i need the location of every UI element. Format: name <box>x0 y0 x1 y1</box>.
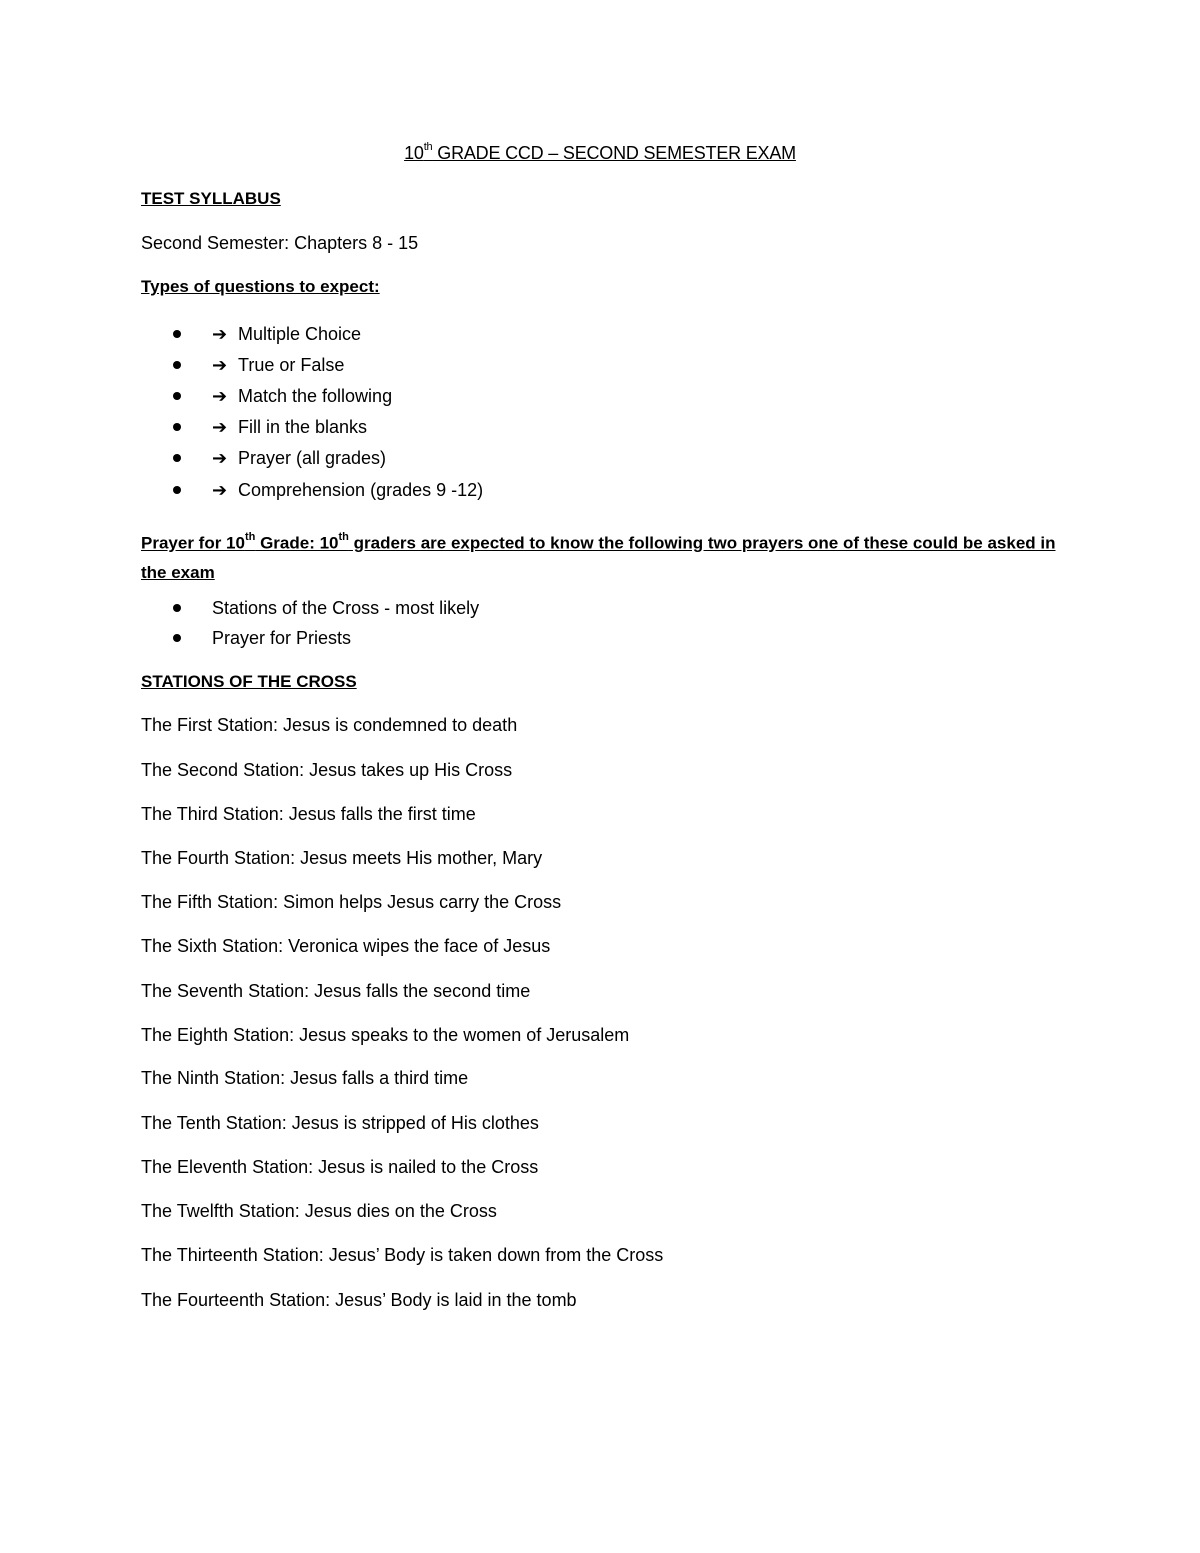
types-heading: Types of questions to expect: <box>141 277 380 296</box>
arrow-icon: ➔ <box>212 386 228 406</box>
station-line: The Sixth Station: Veronica wipes the face of Jesus <box>141 936 551 956</box>
stations-heading: STATIONS OF THE CROSS <box>141 672 357 691</box>
list-item-label: True or False <box>238 355 345 375</box>
arrow-icon: ➔ <box>212 355 228 375</box>
station-line: The Ninth Station: Jesus falls a third time <box>141 1068 469 1088</box>
station-line: The Fourteenth Station: Jesus’ Body is laid in the tomb <box>141 1290 577 1310</box>
semester-line: Second Semester: Chapters 8 - 15 <box>141 233 419 253</box>
bullet-icon <box>173 392 181 400</box>
arrow-icon: ➔ <box>212 448 228 468</box>
bullet-icon <box>173 454 181 462</box>
station-line: The Tenth Station: Jesus is stripped of His clothes <box>141 1113 539 1133</box>
list-item-label: Stations of the Cross - most likely <box>212 598 480 618</box>
station-line: The Third Station: Jesus falls the first time <box>141 804 476 824</box>
station-line: The Thirteenth Station: Jesus’ Body is taken down from the Cross <box>141 1245 664 1265</box>
arrow-icon: ➔ <box>212 480 228 500</box>
arrow-icon: ➔ <box>212 417 228 437</box>
bullet-icon <box>173 330 181 338</box>
page-title <box>0 143 1200 164</box>
station-line: The Eighth Station: Jesus speaks to the women of Jerusalem <box>141 1025 630 1045</box>
bullet-icon <box>173 361 181 369</box>
title-rest: GRADE CCD – SECOND SEMESTER EXAM <box>432 143 796 163</box>
station-line: The Fourth Station: Jesus meets His mother, Mary <box>141 848 543 868</box>
list-item-label: Multiple Choice <box>238 324 362 344</box>
station-line: The Fifth Station: Simon helps Jesus carry the Cross <box>141 892 562 912</box>
list-item-label: Comprehension (grades 9 -12) <box>238 480 484 500</box>
prayer-heading-part3: graders are expected to know the following two prayers one of these could be asked in the exam <box>141 533 1056 582</box>
bullet-icon <box>173 634 181 642</box>
list-item-label: Prayer for Priests <box>212 628 352 648</box>
station-line: The Seventh Station: Jesus falls the second time <box>141 981 531 1001</box>
title-superscript: th <box>423 141 433 153</box>
station-line: The Eleventh Station: Jesus is nailed to the Cross <box>141 1157 539 1177</box>
prayer-heading <box>141 525 1061 587</box>
station-line: The Twelfth Station: Jesus dies on the Cross <box>141 1201 497 1221</box>
bullet-icon <box>173 423 181 431</box>
prayer-heading-sup2: th <box>338 531 349 543</box>
station-line: The Second Station: Jesus takes up His Cross <box>141 760 513 780</box>
list-item-label: Match the following <box>238 386 393 406</box>
bullet-icon <box>173 604 181 612</box>
bullet-icon <box>173 486 181 494</box>
list-item-label: Prayer (all grades) <box>238 448 387 468</box>
prayer-heading-part2: Grade: 10 <box>255 533 339 553</box>
arrow-icon: ➔ <box>212 324 228 344</box>
list-item-label: Fill in the blanks <box>238 417 368 437</box>
syllabus-heading: TEST SYLLABUS <box>141 189 281 208</box>
title-prefix: 10 <box>404 143 424 163</box>
station-line: The First Station: Jesus is condemned to death <box>141 715 518 735</box>
prayer-heading-part1: Prayer for 10 <box>141 533 245 553</box>
prayer-heading-sup1: th <box>244 531 256 543</box>
